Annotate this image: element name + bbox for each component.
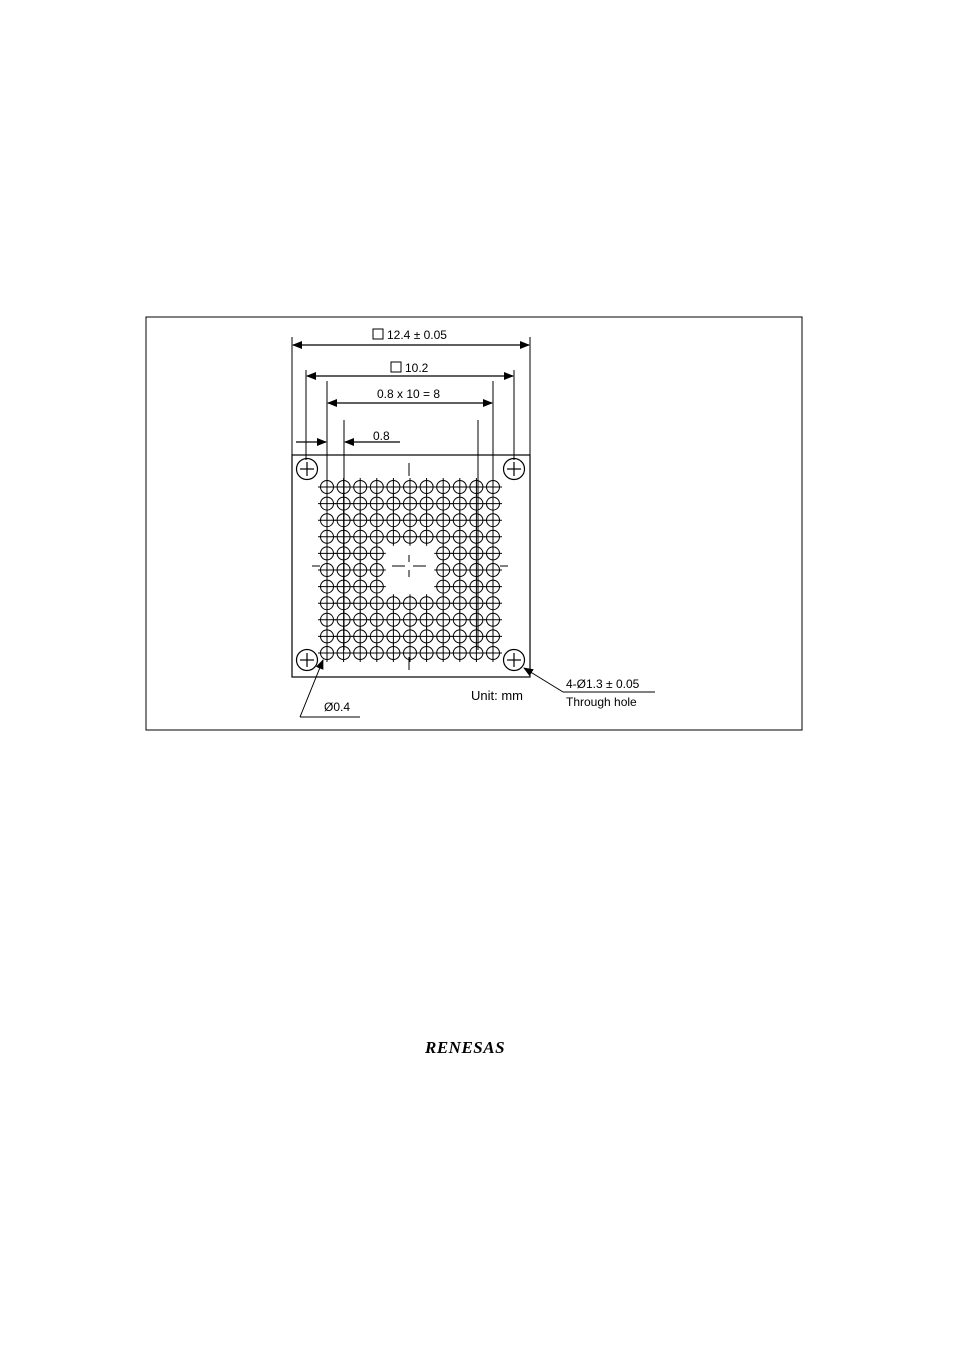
pin	[401, 611, 419, 629]
pin	[335, 644, 353, 662]
pin	[467, 627, 485, 645]
pin	[451, 627, 469, 645]
pin	[484, 594, 502, 612]
pin	[335, 544, 353, 562]
pin	[484, 611, 502, 629]
pin	[451, 644, 469, 662]
pin	[401, 495, 419, 513]
pin	[335, 478, 353, 496]
pin	[318, 578, 336, 596]
pin	[484, 561, 502, 579]
pin	[418, 611, 436, 629]
pin	[484, 544, 502, 562]
pitch-span-label: 0.8 x 10 = 8	[377, 387, 441, 401]
pin	[335, 594, 353, 612]
pin	[418, 495, 436, 513]
pin	[401, 627, 419, 645]
pin	[318, 611, 336, 629]
inner-square-symbol	[391, 362, 401, 372]
pin	[434, 561, 452, 579]
mounting-hole	[297, 459, 318, 480]
pin	[484, 511, 502, 529]
pin	[451, 578, 469, 596]
pin	[467, 578, 485, 596]
board-outline	[292, 455, 530, 677]
pitch-label: 0.8	[373, 429, 390, 443]
mounting-hole	[297, 650, 318, 671]
pin	[401, 528, 419, 546]
pin	[351, 594, 369, 612]
pin	[451, 478, 469, 496]
pin	[467, 544, 485, 562]
mounting-hole	[504, 650, 525, 671]
pin	[384, 495, 402, 513]
through-hole-label: Through hole	[566, 695, 637, 709]
pin	[384, 644, 402, 662]
pin	[451, 611, 469, 629]
pin	[368, 594, 386, 612]
pin	[318, 528, 336, 546]
pin-diameter-callout	[300, 660, 360, 717]
pin	[451, 495, 469, 513]
pin	[351, 478, 369, 496]
inner-dimension-label: 10.2	[405, 361, 429, 375]
pin	[418, 528, 436, 546]
pin	[351, 644, 369, 662]
pin	[351, 495, 369, 513]
pin	[351, 511, 369, 529]
pin	[384, 594, 402, 612]
pin	[351, 611, 369, 629]
pin	[451, 594, 469, 612]
pin	[368, 644, 386, 662]
pin	[467, 644, 485, 662]
pin	[401, 644, 419, 662]
pin	[335, 627, 353, 645]
pin	[351, 561, 369, 579]
pin	[434, 578, 452, 596]
pin	[335, 611, 353, 629]
pin	[335, 511, 353, 529]
pin	[467, 611, 485, 629]
pin	[418, 594, 436, 612]
pin	[384, 611, 402, 629]
pin	[318, 561, 336, 579]
pin-diameter-label: Ø0.4	[324, 700, 351, 714]
pin	[318, 511, 336, 529]
renesas-logo	[424, 1038, 505, 1057]
pin	[467, 561, 485, 579]
pin	[418, 627, 436, 645]
pin	[368, 511, 386, 529]
pin	[401, 478, 419, 496]
pin	[384, 627, 402, 645]
pin	[451, 561, 469, 579]
pin	[434, 627, 452, 645]
pin-grid	[318, 478, 502, 662]
pin	[384, 511, 402, 529]
outer-square-symbol	[373, 329, 383, 339]
outer-dimension-label: 12.4 ± 0.05	[387, 328, 447, 342]
pin	[467, 495, 485, 513]
pin	[484, 495, 502, 513]
pin	[351, 627, 369, 645]
pin	[434, 511, 452, 529]
pin	[467, 478, 485, 496]
pin	[351, 528, 369, 546]
pin	[318, 544, 336, 562]
pin	[318, 594, 336, 612]
pin	[451, 544, 469, 562]
mounting-hole	[504, 459, 525, 480]
pin	[384, 478, 402, 496]
pin	[467, 594, 485, 612]
pin	[351, 544, 369, 562]
unit-label: Unit: mm	[471, 688, 523, 703]
pin	[368, 495, 386, 513]
pin	[484, 644, 502, 662]
pin	[401, 511, 419, 529]
pin	[335, 578, 353, 596]
pin	[335, 561, 353, 579]
pin	[384, 528, 402, 546]
pin	[467, 511, 485, 529]
pin	[484, 627, 502, 645]
pin	[434, 495, 452, 513]
pin	[418, 478, 436, 496]
pin	[368, 528, 386, 546]
pin	[451, 528, 469, 546]
pin	[434, 611, 452, 629]
figure-border	[146, 317, 802, 730]
pin	[368, 611, 386, 629]
pin	[335, 495, 353, 513]
pin	[434, 478, 452, 496]
through-hole-callout	[524, 668, 655, 709]
pin	[484, 578, 502, 596]
pin	[434, 544, 452, 562]
pin	[368, 544, 386, 562]
pin	[418, 511, 436, 529]
pin	[368, 478, 386, 496]
pin	[318, 495, 336, 513]
pin	[418, 644, 436, 662]
pin	[401, 594, 419, 612]
pin	[351, 578, 369, 596]
pin	[434, 594, 452, 612]
pin	[484, 478, 502, 496]
pin	[318, 644, 336, 662]
pin	[484, 528, 502, 546]
pin	[368, 627, 386, 645]
pin	[434, 528, 452, 546]
pin	[318, 627, 336, 645]
pin	[335, 528, 353, 546]
pin	[368, 578, 386, 596]
pin	[434, 644, 452, 662]
pin	[467, 528, 485, 546]
pin	[318, 478, 336, 496]
through-hole-spec-label: 4-Ø1.3 ± 0.05	[566, 677, 640, 691]
logo-text: RENESAS	[425, 1038, 506, 1057]
pin	[451, 511, 469, 529]
pin	[368, 561, 386, 579]
